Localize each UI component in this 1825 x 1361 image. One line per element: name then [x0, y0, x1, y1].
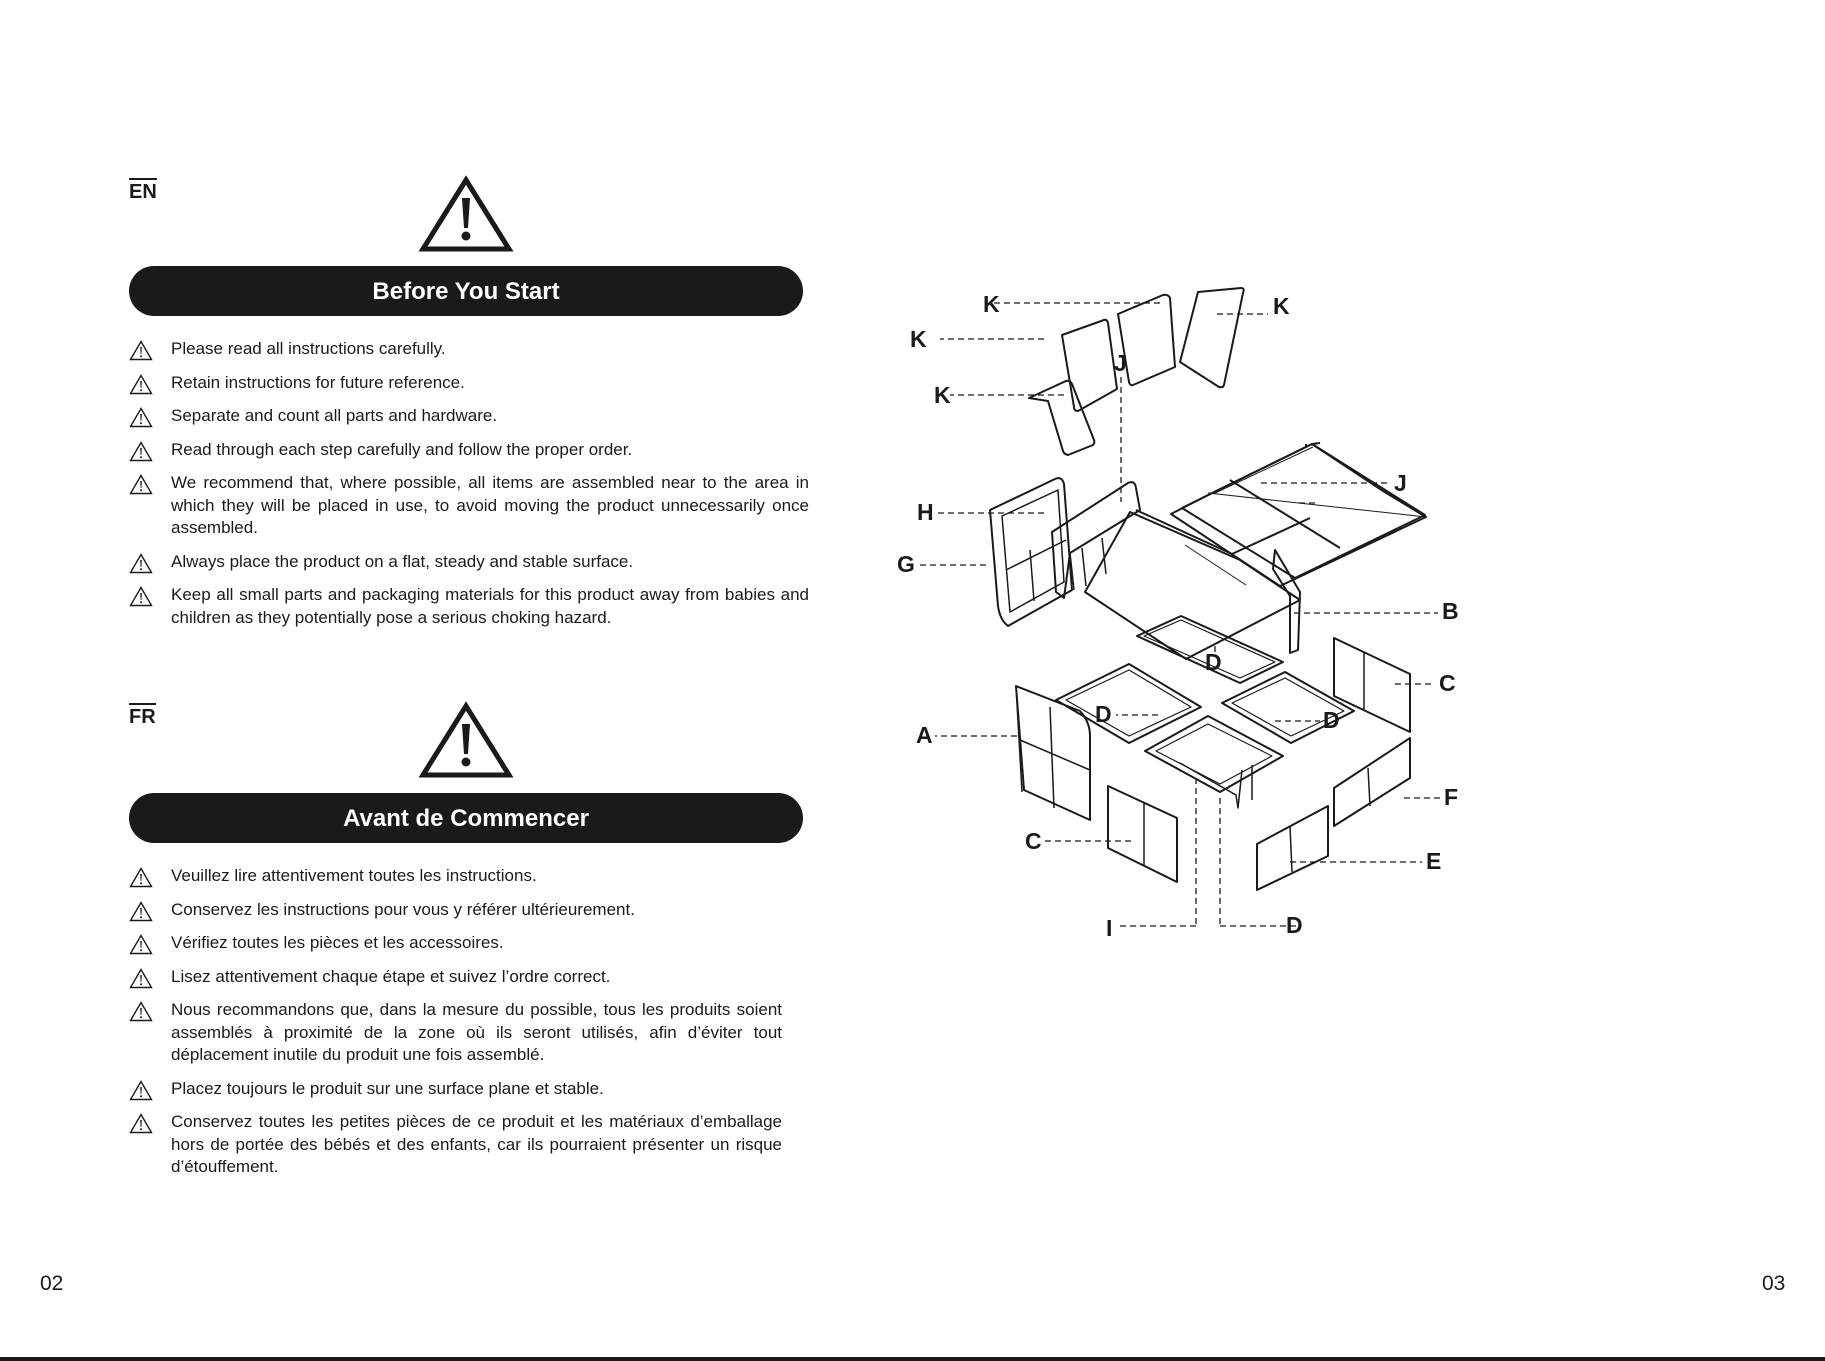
frame-c-right [1334, 638, 1410, 732]
label-c-left: C [1025, 828, 1042, 854]
instruction-text: Conservez toutes les petites pièces de ce produit et les matériaux d’emballage hors de portée des bébés et des enfants, car ils pourraient présenter un risque d’étouffement. [171, 1112, 782, 1176]
warning-triangle-icon [129, 1001, 153, 1022]
label-f: F [1444, 784, 1459, 810]
language-tag-fr: FR [129, 703, 156, 727]
section-banner-en: Before You Start [129, 266, 803, 316]
instruction-list-fr [129, 865, 782, 1190]
warning-triangle-icon [129, 340, 153, 361]
instruction-item [129, 999, 782, 1067]
cushion-k-3 [1062, 320, 1117, 411]
warning-triangle-icon [420, 702, 512, 778]
instruction-text: Nous recommandons que, dans la mesure du possible, tous les produits soient assemblés à proximité de la zone où ils seront utilisés, afin d’éviter tout déplacement inutile du produit une fois assemblé. [171, 1000, 782, 1064]
warning-triangle-icon [129, 553, 153, 574]
tabletop-j-1 [1171, 444, 1426, 586]
instruction-text: Retain instructions for future reference. [171, 372, 465, 392]
bottom-rule [0, 1357, 1825, 1361]
instruction-item [129, 1078, 782, 1101]
label-g: G [897, 551, 915, 577]
label-b: B [1442, 598, 1459, 624]
instruction-item [129, 472, 809, 540]
instruction-text: Placez toujours le produit sur une surface plane et stable. [171, 1078, 604, 1098]
label-k-4: K [934, 382, 951, 408]
parts-exploded-diagram [897, 270, 1720, 950]
warning-triangle-icon [129, 441, 153, 462]
instruction-item [129, 372, 809, 395]
instruction-item [129, 1111, 782, 1179]
instruction-item [129, 439, 809, 462]
warning-triangle-icon [420, 176, 512, 252]
language-tag-en: EN [129, 178, 157, 202]
label-e: E [1426, 848, 1442, 874]
instruction-text: Vérifiez toutes les pièces et les accessoires. [171, 933, 504, 952]
label-h: H [917, 499, 934, 525]
instruction-text: Conservez les instructions pour vous y référer ultérieurement. [171, 899, 635, 919]
warning-triangle-icon [129, 968, 153, 989]
instruction-item [129, 932, 782, 955]
instruction-text: Please read all instructions carefully. [171, 339, 446, 358]
warning-triangle-icon [129, 1113, 153, 1134]
instruction-item [129, 899, 782, 922]
instruction-text: We recommend that, where possible, all items are assembled near to the area in which they will be placed in use, to avoid moving the product unnecessarily once assembled. [171, 473, 809, 537]
frame-e [1257, 806, 1328, 890]
label-c-right: C [1439, 670, 1456, 696]
warning-triangle-icon [129, 867, 153, 888]
warning-triangle-icon [129, 901, 153, 922]
frame-c-left [1108, 786, 1177, 882]
instruction-item [129, 551, 809, 574]
instruction-item [129, 584, 809, 629]
instruction-text: Always place the product on a flat, steady and stable surface. [171, 551, 634, 571]
instruction-item [129, 338, 809, 361]
frame-f [1334, 738, 1410, 826]
page-number-right: 03 [1762, 1272, 1786, 1295]
instruction-text: Lisez attentivement chaque étape et suivez l’ordre correct. [171, 966, 611, 986]
instruction-item [129, 966, 782, 989]
instruction-item [129, 405, 809, 428]
warning-triangle-icon [129, 474, 153, 495]
label-d-left: D [1095, 701, 1112, 727]
label-d-top: D [1205, 649, 1222, 675]
warning-triangle-icon [129, 1080, 153, 1101]
label-j-1: J [1114, 350, 1127, 376]
section-banner-fr: Avant de Commencer [129, 793, 803, 843]
label-k-3: K [910, 326, 927, 352]
instruction-item [129, 865, 782, 888]
instruction-text: Keep all small parts and packaging materials for this product away from babies and children as they potentially pose a serious choking hazard. [171, 585, 809, 627]
label-k-1: K [983, 291, 1000, 317]
instruction-text: Read through each step carefully and follow the proper order. [171, 439, 633, 459]
page-number-left: 02 [40, 1272, 64, 1295]
warning-triangle-icon [129, 407, 153, 428]
label-k-2: K [1273, 293, 1290, 319]
instruction-list-en [129, 338, 809, 640]
side-frame-g [990, 478, 1072, 626]
label-i: I [1106, 915, 1113, 941]
label-d-right: D [1323, 707, 1340, 733]
label-j-2: J [1394, 470, 1407, 496]
label-d-bottom: D [1286, 912, 1303, 938]
warning-triangle-icon [129, 934, 153, 955]
instruction-text: Veuillez lire attentivement toutes les instructions. [171, 866, 537, 885]
warning-triangle-icon [129, 586, 153, 607]
cushion-k-4 [1029, 381, 1094, 455]
label-a: A [916, 722, 933, 748]
cushion-k-2 [1180, 288, 1244, 387]
warning-triangle-icon [129, 374, 153, 395]
instruction-text: Separate and count all parts and hardware. [171, 406, 498, 425]
